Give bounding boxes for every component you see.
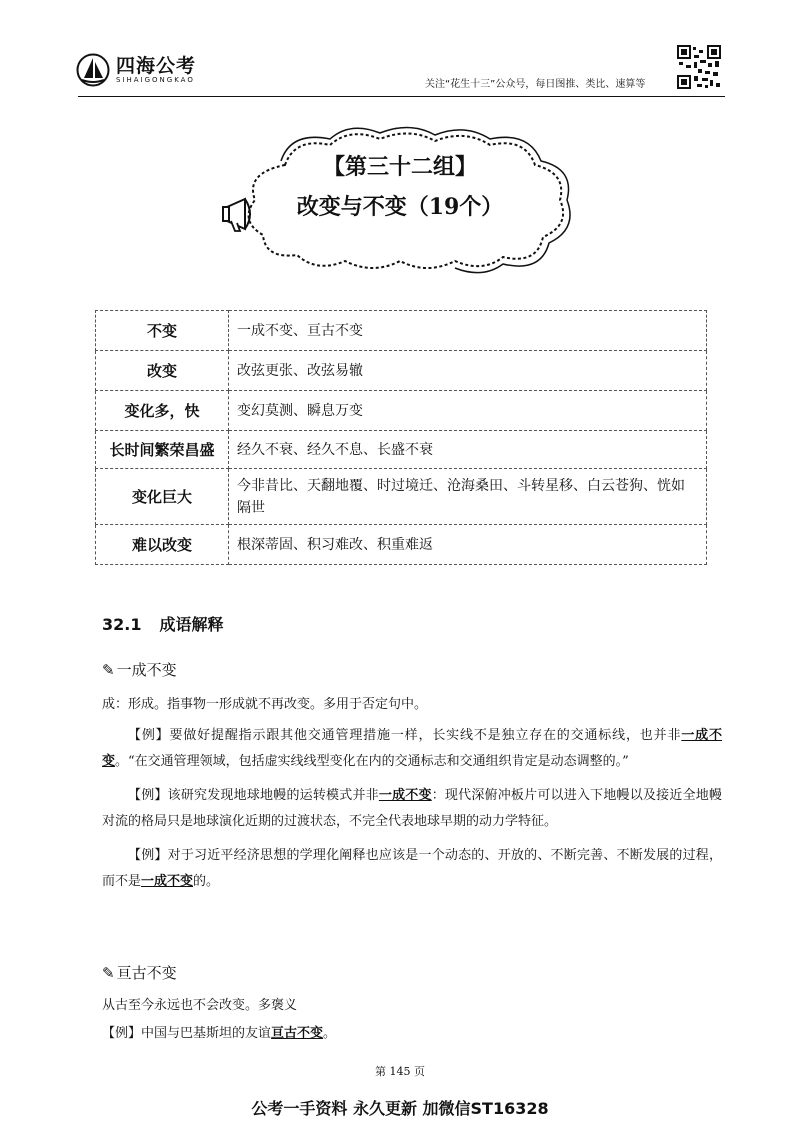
- table-row: [96, 351, 707, 391]
- table-row: [96, 431, 707, 469]
- table-row: [96, 391, 707, 431]
- category-cell: 变化多，快: [96, 391, 229, 431]
- sailboat-logo-icon: [76, 53, 110, 87]
- idioms-cell: 根深蒂固、积习难改、积重难返: [229, 525, 707, 565]
- header-divider: [78, 96, 725, 97]
- footer-banner: 公考一手资料 永久更新 加微信ST16328: [251, 1099, 549, 1118]
- example-paragraph: 【例】中国与巴基斯坦的友谊亘古不变。: [102, 1026, 337, 1041]
- group-subtitle: 改变与不变（19个）: [296, 194, 504, 220]
- entry-definition: 从古至今永远也不会改变。多褒义: [102, 998, 298, 1013]
- highlighted-idiom: 一成不变: [141, 874, 194, 889]
- table-row: [96, 469, 707, 525]
- section-title: 成语解释: [159, 615, 224, 634]
- section-number: 32.1: [102, 615, 142, 634]
- pencil-icon: ✎: [102, 661, 115, 679]
- logo-main-text: 四海公考: [116, 54, 197, 77]
- example-paragraph: 【例】要做好提醒指示跟其他交通管理措施一样，长实线不是独立存在的交通标线，也并非一成不变。“在交通管理领域，包括虚实线线型变化在内的交通标志和交通组织肯定是动态调整的。”: [102, 728, 722, 769]
- category-cell: 难以改变: [96, 525, 229, 565]
- logo: [76, 53, 196, 87]
- idioms-cell: 经久不衰、经久不息、长盛不衰: [229, 431, 707, 469]
- group-title: 【第三十二组】: [322, 154, 477, 180]
- table-row: [96, 311, 707, 351]
- qr-code-icon: [677, 45, 721, 89]
- page-header: [0, 0, 800, 100]
- example-paragraph: 【例】对于习近平经济思想的学理化阐释也应该是一个动态的、开放的、不断完善、不断发展的过程，而不是一成不变的。: [102, 848, 722, 889]
- logo-sub-text: SIHAIGONGKAO: [116, 75, 195, 84]
- table-row: [96, 525, 707, 565]
- example-paragraph: 【例】该研究发现地球地幔的运转模式并非一成不变：现代深俯冲板片可以进入下地幔以及接近全地幔对流的格局只是地球演化近期的过渡状态，不完全代表地球早期的动力学特征。: [102, 788, 722, 829]
- category-cell: 长时间繁荣昌盛: [96, 431, 229, 469]
- category-cell: 不变: [96, 311, 229, 351]
- category-cell: 改变: [96, 351, 229, 391]
- idiom-group-table: [95, 310, 707, 565]
- highlighted-idiom: 亘古不变: [271, 1026, 324, 1041]
- pencil-icon: ✎: [102, 964, 115, 982]
- section-heading: [102, 612, 224, 635]
- header-note: 关注“花生十三”公众号，每日图推、类比、速算等: [425, 79, 646, 90]
- highlighted-idiom: 一成不变: [378, 788, 432, 803]
- entry-definition: 成：形成。指事物一形成就不再改变。多用于否定句中。: [102, 697, 428, 712]
- category-cell: 变化巨大: [96, 469, 229, 525]
- entry-title: ✎ 一成不变: [102, 661, 177, 679]
- idioms-cell: 变幻莫测、瞬息万变: [229, 391, 707, 431]
- idioms-cell: 今非昔比、天翻地覆、时过境迁、沧海桑田、斗转星移、白云苍狗、恍如隔世: [229, 469, 707, 525]
- entry-title: ✎ 亘古不变: [102, 964, 177, 982]
- idioms-cell: 改弦更张、改弦易辙: [229, 351, 707, 391]
- highlighted-idiom: 一成不变: [102, 728, 722, 769]
- page-number: 第 145 页: [375, 1065, 425, 1078]
- idioms-cell: 一成不变、亘古不变: [229, 311, 707, 351]
